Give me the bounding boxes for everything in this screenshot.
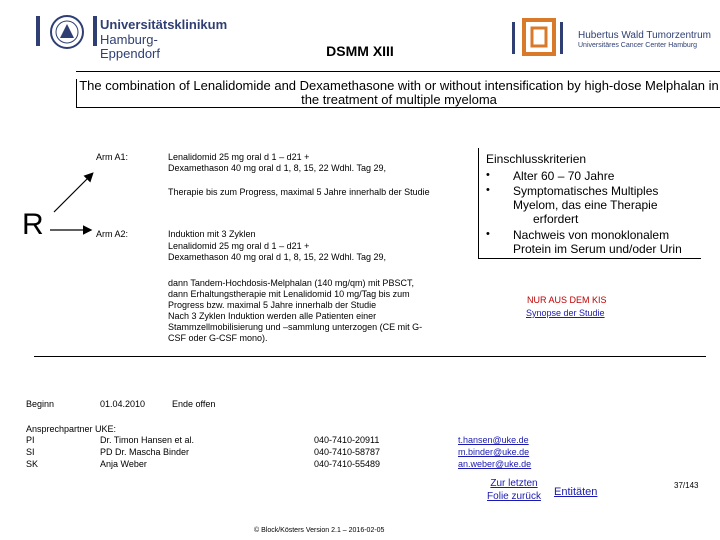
arm-a1-line3: Therapie bis zum Progress, maximal 5 Jahre innerhalb der Studie: [168, 187, 430, 197]
criterion-monoclonal-line2: Protein im Serum und/oder Urin: [513, 242, 682, 256]
arm-a1-line2: Dexamethason 40 mg oral d 1, 8, 15, 22 Wdhl. Tag 29,: [168, 163, 386, 173]
criterion-age: Alter 60 – 70 Jahre: [513, 169, 615, 183]
arm-a2-cont4: Nach 3 Zyklen Induktion werden alle Patienten einer: [168, 311, 377, 321]
arm-a2-line1: Induktion mit 3 Zyklen: [168, 229, 256, 239]
arm-a2-cont2: dann Erhaltungstherapie mit Lenalidomid 10 mg/Tag bis zum: [168, 289, 410, 299]
criterion-monoclonal-line1: Nachweis von monoklonalem: [513, 228, 670, 242]
contact-name: Anja Weber: [100, 459, 147, 469]
criterion-symptomatic-line2: Myelom, das eine Therapie: [513, 198, 658, 212]
contact-role: SK: [26, 459, 39, 469]
contact-name: PD Dr. Mascha Binder: [100, 447, 190, 457]
page-title: DSMM XIII: [326, 43, 394, 59]
begin-label: Beginn: [26, 399, 55, 409]
bullet: •: [486, 184, 490, 196]
arm-a2-label: Arm A2:: [96, 229, 129, 239]
back-link-line1: Zur letzten: [490, 478, 538, 489]
uke-name-line2: Hamburg-Eppendorf: [100, 32, 160, 61]
contact-email-link[interactable]: an.weber@uke.de: [458, 459, 532, 469]
criterion-symptomatic-line1: Symptomatisches Multiples: [513, 184, 659, 198]
begin-date: 01.04.2010: [100, 399, 146, 409]
section-divider: [34, 356, 706, 357]
entities-link[interactable]: Entitäten: [554, 486, 598, 498]
inclusion-criteria-title: Einschlusskriterien: [486, 152, 587, 166]
bullet: •: [486, 228, 490, 240]
hwtz-name-line1: Hubertus Wald Tumorzentrum: [578, 30, 712, 41]
arm-a1-label: Arm A1:: [96, 152, 129, 162]
back-to-last-slide-link[interactable]: [482, 477, 546, 503]
copyright: © Block/Kösters Version 2.1 – 2016-02-05: [254, 527, 385, 534]
end-date: Ende offen: [172, 399, 216, 409]
contact-email-link[interactable]: m.binder@uke.de: [458, 447, 530, 457]
contact-phone: 040-7410-58787: [314, 447, 381, 457]
study-title: [76, 79, 720, 108]
header-divider: [76, 71, 720, 72]
arm-a2-cont5: Stammzellmobilisierung und –sammlung unterzogen (CE mit G-: [168, 322, 423, 332]
randomization-arrows: [48, 160, 118, 260]
arm-a2-line2: Lenalidomid 25 mg oral d 1 – d21 +: [168, 241, 310, 251]
bullet: •: [486, 169, 490, 181]
arm-a2-line3: Dexamethason 40 mg oral d 1, 8, 15, 22 Wdhl. Tag 29,: [168, 252, 386, 262]
contact-phone: 040-7410-55489: [314, 459, 381, 469]
randomization-label: R: [22, 208, 44, 241]
uke-name-line1: Universitätsklinikum: [100, 17, 228, 32]
contact-phone: 040-7410-20911: [314, 435, 380, 445]
contact-email-link[interactable]: t.hansen@uke.de: [458, 435, 529, 445]
study-synopsis-link[interactable]: Synopse der Studie: [526, 308, 605, 318]
page-number: 37/143: [674, 481, 699, 490]
contacts-heading: Ansprechpartner UKE:: [26, 424, 117, 434]
arm-a1-line1: Lenalidomid 25 mg oral d 1 – d21 +: [168, 152, 310, 162]
contact-name: Dr. Timon Hansen et al.: [100, 435, 195, 445]
arm-a2-cont1: dann Tandem-Hochdosis-Melphalan (140 mg/qm) mit PBSCT,: [168, 278, 414, 288]
arm-a2-cont6: CSF oder G-CSF mono).: [168, 333, 268, 343]
criterion-symptomatic: [513, 184, 658, 226]
back-link-line2: Folie zurück: [487, 491, 541, 502]
criterion-monoclonal: [513, 228, 682, 256]
contact-role: PI: [26, 435, 35, 445]
contact-role: SI: [26, 447, 35, 457]
hwtz-name-line2: Universitäres Cancer Center Hamburg: [578, 42, 698, 49]
criterion-symptomatic-line3: erfordert: [533, 212, 579, 226]
study-title-text: The combination of Lenalidomide and Dexamethasone with or without intensification by high-dose Melphalan in the treatment of multiple myeloma: [79, 78, 719, 107]
kis-notice: NUR AUS DEM KIS: [527, 295, 607, 305]
arm-a2-cont3: Progress bzw. maximal 5 Jahre innerhalb der Studie: [168, 300, 377, 310]
inclusion-criteria-box: [478, 148, 701, 259]
